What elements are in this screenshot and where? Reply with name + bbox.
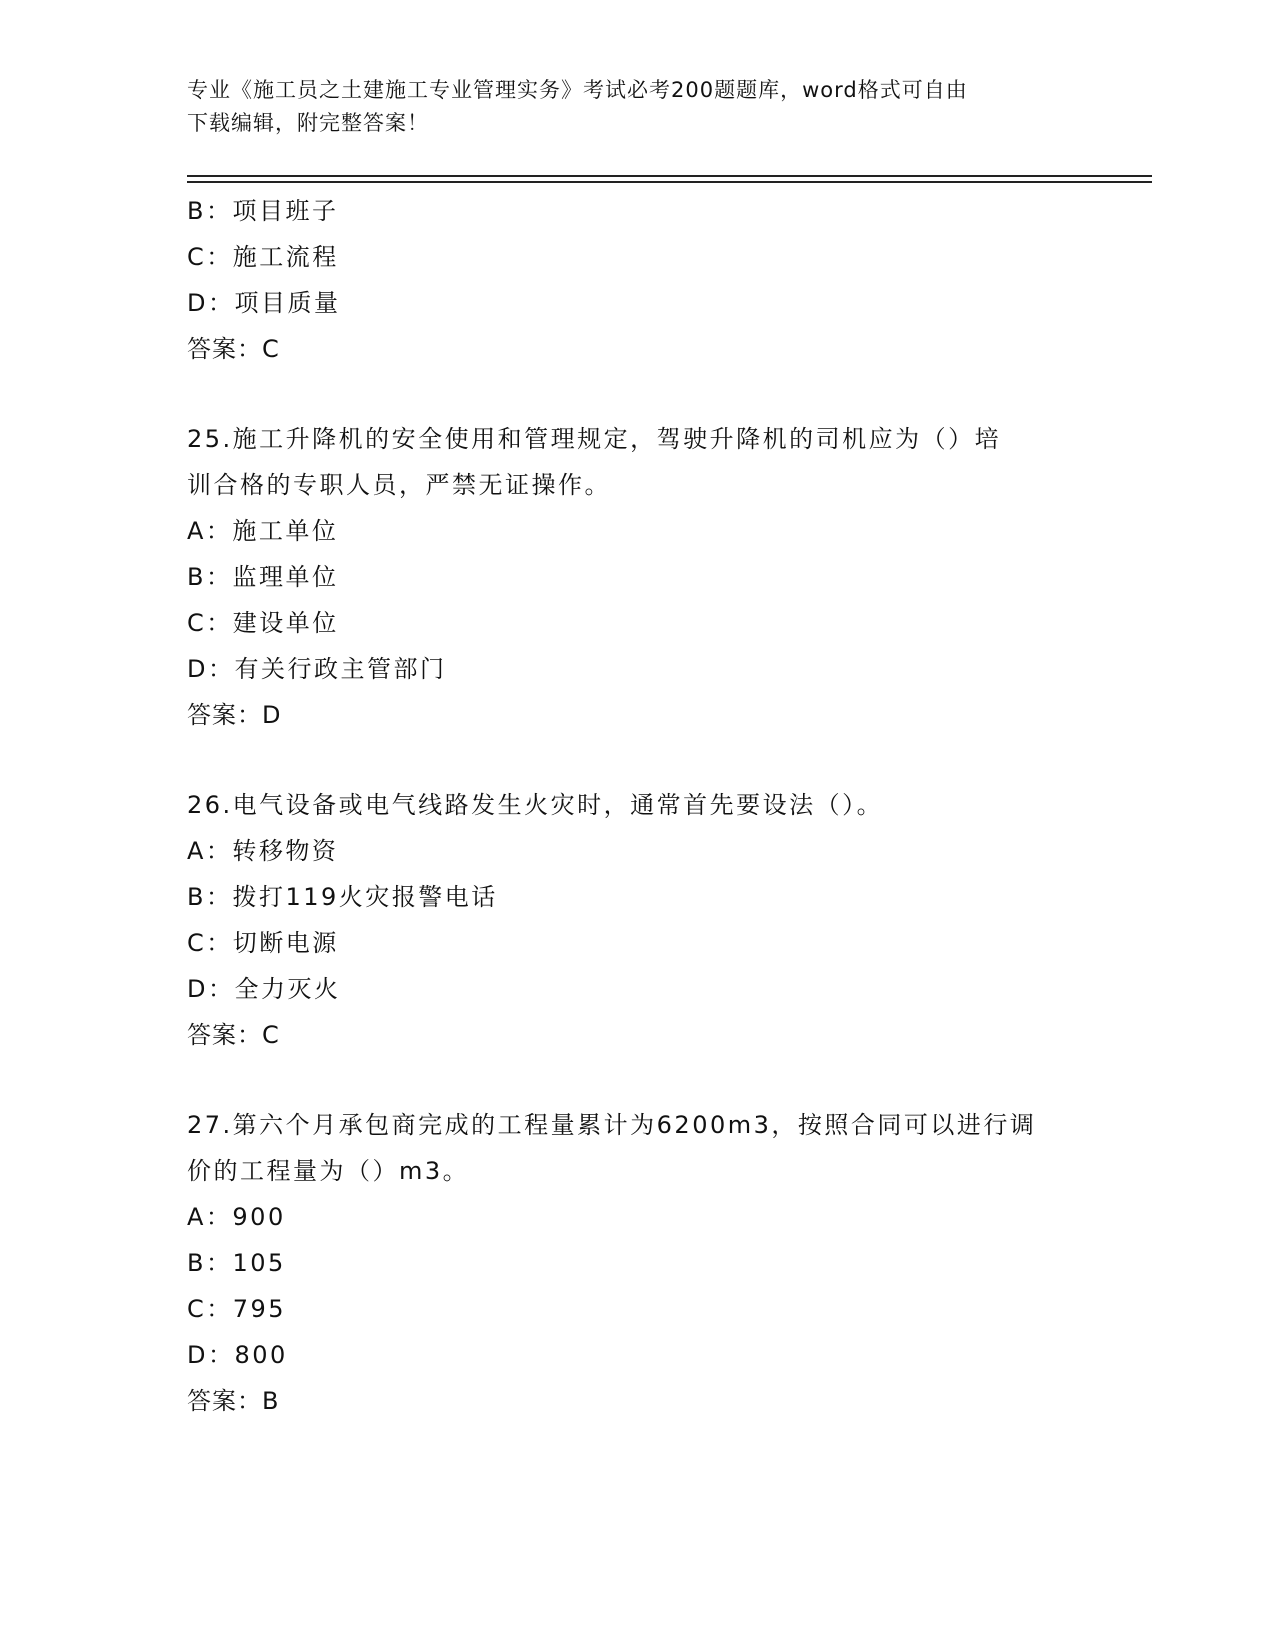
question-26 [187,782,1087,1058]
answer-label: 答案：C [187,1021,280,1049]
spacer [187,372,1087,416]
option-c: C：795 [187,1295,287,1323]
header-line-1: 专业《施工员之土建施工专业管理实务》考试必考200题题库，word格式可自由 [187,78,968,102]
document-header [187,74,1087,140]
question-27 [187,1102,1087,1424]
question-stem-line: 价的工程量为（）m3。 [187,1157,470,1185]
answer-label: 答案：C [187,335,280,363]
header-line-2: 下载编辑，附完整答案！ [187,111,429,135]
option-b: B：监理单位 [187,563,339,591]
option-d: D：全力灭火 [187,975,341,1003]
option-a: A：转移物资 [187,837,339,865]
option-b: B：105 [187,1249,286,1277]
option-d: D：有关行政主管部门 [187,655,447,683]
question-stem-line: 26.电气设备或电气线路发生火灾时，通常首先要设法（）。 [187,791,884,819]
answer-label: 答案：B [187,1387,280,1415]
option-d: D：项目质量 [187,289,341,317]
question-25 [187,416,1087,738]
option-d: D：800 [187,1341,288,1369]
question-stem-line: 27.第六个月承包商完成的工程量累计为6200m3，按照合同可以进行调 [187,1111,1037,1139]
option-a: A：施工单位 [187,517,339,545]
question-24-continued [187,188,1087,372]
header-divider-top [187,175,1152,177]
question-stem-line: 25.施工升降机的安全使用和管理规定，驾驶升降机的司机应为（）培 [187,425,1002,453]
spacer [187,738,1087,782]
spacer [187,1058,1087,1102]
answer-label: 答案：D [187,701,282,729]
header-divider-bottom [187,181,1152,183]
option-a: A：900 [187,1203,286,1231]
question-stem-line: 训合格的专职人员，严禁无证操作。 [187,471,611,499]
option-c: C：施工流程 [187,243,339,271]
option-c: C：切断电源 [187,929,339,957]
option-b: B：拨打119火灾报警电话 [187,883,498,911]
option-c: C：建设单位 [187,609,339,637]
question-list [187,188,1087,1424]
option-b: B：项目班子 [187,197,339,225]
